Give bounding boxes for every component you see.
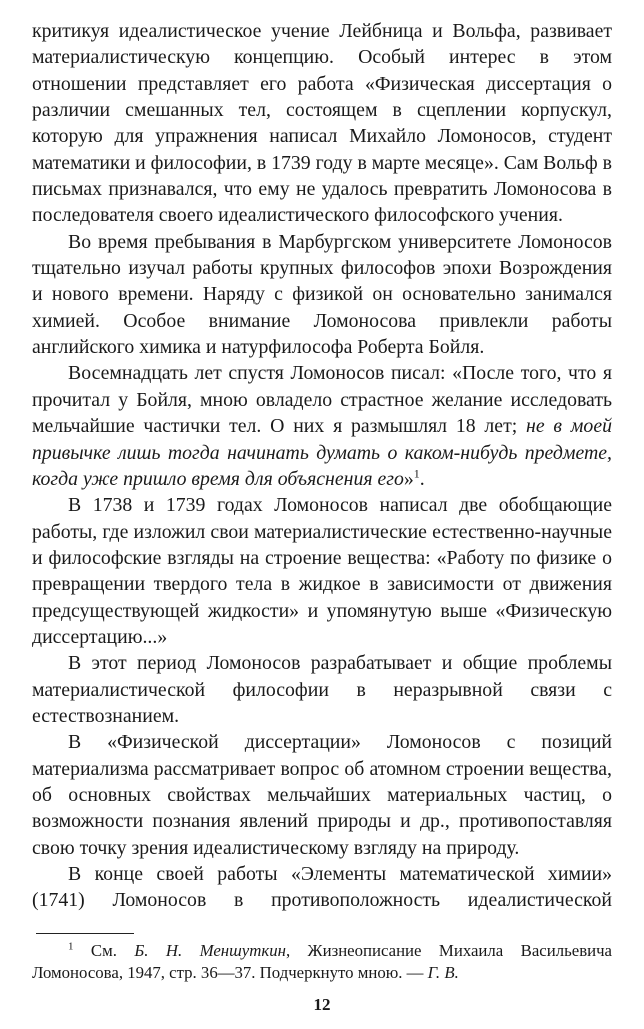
paragraph-2-text: Во время пребывания в Марбургском университете Ломоносов тщательно изучал работы крупных философов эпохи Возрождения и нового времени. Наряду с физикой он основательно занимался химией. Особое внимание Ломоносова привлекли работы английского химика и натурфилософа Роберта Бойля. (32, 230, 612, 359)
paragraph-4 (32, 492, 612, 650)
paragraph-6-text: В «Физической диссертации» Ломоносов с позиций материализма рассматривает вопрос об атомном строении вещества, об основных свойствах мельчайших материальных частиц, о возможности познания явлений природы и др., противопоставляя свою точку зрения идеалистическому взгляду на природу. (32, 731, 612, 859)
main-text (32, 18, 612, 914)
paragraph-7 (32, 861, 612, 914)
paragraph-4-text: В 1738 и 1739 годах Ломоносов написал две обобщающие работы, где изложил свои материалистические естественно-научные и философские взгляды на строение вещества: «Работу по физике о превращении твердого тела в жидкое в зависимости от движения предсуществующей жидкости» и упомянутую выше «Физическую диссертацию...» (32, 494, 612, 648)
footnote-reference: 1 (413, 466, 420, 481)
paragraph-6 (32, 729, 612, 861)
footnote-text-2: , Жизнеописание Михаила Васильевича Ломоносова, 1947, стр. 36—37. Подчеркнуто мною. — (32, 941, 612, 982)
lomonosov-quote-italic: не в моей привычке лишь тогда начинать думать о каком-нибудь предмете, когда уже пришло время для объяснения его (32, 415, 612, 490)
footnote-initials: Г. В. (427, 963, 459, 982)
footnote (32, 940, 612, 984)
paragraph-5 (32, 650, 612, 729)
footnote-author: Б. Н. Меншуткин (134, 941, 286, 960)
paragraph-3 (32, 360, 612, 492)
quote-close: » (403, 467, 414, 490)
paragraph-3-text: Восемнадцать лет спустя Ломоносов писал: «После того, что я прочитал у Бойля, мною овладело страстное желание исследовать мельчайшие частички тел. О них я размышлял 18 лет; (32, 362, 612, 438)
paragraph-1-text: критикуя идеалистическое учение Лейбница и Вольфа, развивает материалистическую концепцию. Особый интерес в этом отношении представляет его работа «Физическая диссертация о различии смешанных тел, состоящем в сцеплении корпускул, которую для упражнения написал Михайло Ломоносов, студент математики и философии, в 1739 году в марте месяце». Сам Вольф в письмах признавался, что ему не удалось превратить Ломоносова в последователя своего идеалистического философского учения. (32, 20, 612, 227)
footnote-text-1: См. (73, 941, 135, 960)
paragraph-7-text: В конце своей работы «Элементы математической химии» (1741) Ломоносов в противоположность идеалистической (32, 863, 612, 912)
paragraph-2 (32, 229, 612, 361)
footnote-marker: 1 (68, 940, 74, 953)
paragraph-5-text: В этот период Ломоносов разрабатывает и общие проблемы материалистической философии в неразрывной связи с естествознанием. (32, 652, 612, 727)
paragraph-1 (32, 18, 612, 229)
footnote-divider (36, 933, 134, 934)
paragraph-3-end: . (419, 467, 425, 490)
page-number: 12 (313, 995, 331, 1014)
